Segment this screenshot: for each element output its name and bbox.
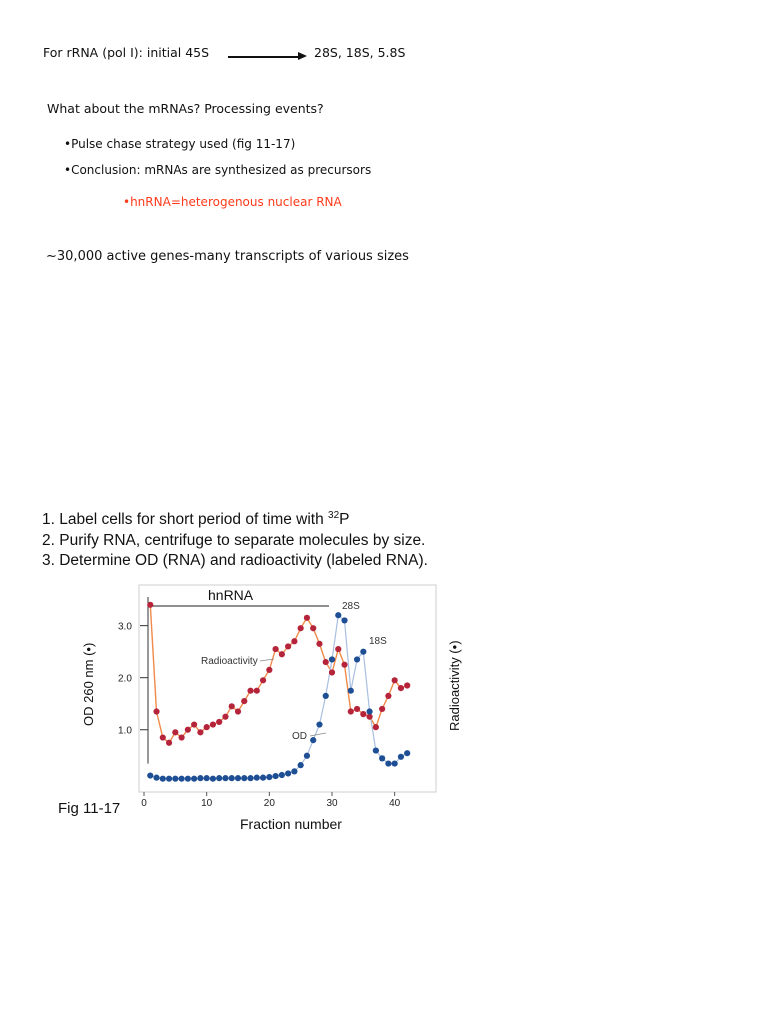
radioactivity-point xyxy=(329,669,335,675)
step-2: 2. Purify RNA, centrifuge to separate molecules by size. xyxy=(42,531,426,549)
y-tick-label: 2.0 xyxy=(118,673,132,685)
radioactivity-point xyxy=(392,677,398,683)
y-axis-left-label: OD 260 nm (•) xyxy=(81,642,96,726)
od-point xyxy=(348,688,354,694)
od-point xyxy=(298,762,304,768)
od-point xyxy=(392,760,398,766)
radioactivity-point xyxy=(379,706,385,712)
radioactivity-point xyxy=(185,727,191,733)
radioactivity-point xyxy=(247,688,253,694)
x-tick-label: 20 xyxy=(263,798,275,809)
od-point xyxy=(379,755,385,761)
x-axis-label: Fraction number xyxy=(240,816,342,832)
od-point xyxy=(204,775,210,781)
od-point xyxy=(341,617,347,623)
od-point xyxy=(373,747,379,753)
mrna-question: What about the mRNAs? Processing events? xyxy=(47,101,324,116)
radioactivity-point xyxy=(254,688,260,694)
od-point xyxy=(197,775,203,781)
radioactivity-point xyxy=(273,646,279,652)
radioactivity-point xyxy=(354,706,360,712)
od-point xyxy=(291,768,297,774)
radioactivity-point xyxy=(285,643,291,649)
od-point xyxy=(385,760,391,766)
radioactivity-point xyxy=(216,719,222,725)
radioactivity-point xyxy=(385,693,391,699)
bullet-pulse-chase: •Pulse chase strategy used (fig 11-17) xyxy=(64,137,296,151)
radioactivity-point xyxy=(279,651,285,657)
od-point xyxy=(316,721,322,727)
radioactivity-point xyxy=(310,625,316,631)
radioactivity-point xyxy=(241,698,247,704)
radioactivity-point xyxy=(153,708,159,714)
active-genes-note: ~30,000 active genes-many transcripts of various sizes xyxy=(46,249,409,264)
radioactivity-point xyxy=(160,734,166,740)
radioactivity-line xyxy=(150,605,407,743)
radioactivity-point xyxy=(235,708,241,714)
radioactivity-point xyxy=(348,708,354,714)
tick-labels xyxy=(118,622,401,809)
od-point xyxy=(254,775,260,781)
radioactivity-point xyxy=(147,602,153,608)
x-tick-label: 40 xyxy=(389,798,401,809)
radioactivity-point xyxy=(266,667,272,673)
radioactivity-point xyxy=(341,662,347,668)
radioactivity-point xyxy=(323,659,329,665)
od-point xyxy=(266,774,272,780)
radioactivity-point xyxy=(166,740,172,746)
od-point xyxy=(310,737,316,743)
radioactivity-point xyxy=(222,714,228,720)
od-point xyxy=(323,693,329,699)
radioactivity-point xyxy=(360,711,366,717)
x-tick-label: 0 xyxy=(141,798,147,809)
od-point xyxy=(404,750,410,756)
od-point xyxy=(191,776,197,782)
radioactivity-point xyxy=(298,625,304,631)
od-point xyxy=(260,775,266,781)
y-axis-right-label: Radioactivity (•) xyxy=(447,640,462,731)
od-point xyxy=(335,612,341,618)
rrna-precursor-text: For rRNA (pol I): initial 45S xyxy=(43,45,210,60)
step-1-text: 1. Label cells for short period of time with xyxy=(42,511,329,528)
bullet-conclusion: •Conclusion: mRNAs are synthesized as precursors xyxy=(64,163,372,177)
radioactivity-point xyxy=(260,677,266,683)
od-series-label: OD xyxy=(292,731,307,742)
radioactivity-point xyxy=(179,734,185,740)
radioactivity-point xyxy=(172,729,178,735)
label-28s: 28S xyxy=(342,601,360,612)
od-point xyxy=(354,656,360,662)
step-1-suffix: P xyxy=(339,511,350,528)
od-point xyxy=(285,770,291,776)
od-point xyxy=(160,776,166,782)
radioactivity-point xyxy=(229,703,235,709)
radioactivity-point xyxy=(210,721,216,727)
od-point xyxy=(185,776,191,782)
od-point xyxy=(273,773,279,779)
od-point xyxy=(172,776,178,782)
od-point xyxy=(147,772,153,778)
radioactivity-point xyxy=(291,638,297,644)
od-point xyxy=(216,775,222,781)
radioactivity-point xyxy=(204,724,210,730)
step-3: 3. Determine OD (RNA) and radioactivity (labeled RNA). xyxy=(42,552,428,569)
step-1-superscript: 32 xyxy=(328,510,340,521)
radioactivity-point xyxy=(335,646,341,652)
od-leader-line xyxy=(310,733,326,736)
od-point xyxy=(304,753,310,759)
figure-label: Fig 11-17 xyxy=(58,800,121,817)
radioactivity-points xyxy=(147,602,410,746)
od-point xyxy=(329,656,335,662)
od-point xyxy=(229,775,235,781)
od-point xyxy=(360,649,366,655)
radioactivity-polyline xyxy=(150,605,407,743)
od-point xyxy=(241,775,247,781)
od-point xyxy=(179,776,185,782)
radioactivity-point xyxy=(316,641,322,647)
label-18s: 18S xyxy=(369,636,387,647)
od-point xyxy=(247,775,253,781)
bullet-hnrna-definition: •hnRNA=heterogenous nuclear RNA xyxy=(123,195,342,209)
od-point xyxy=(367,708,373,714)
radioactivity-point xyxy=(373,724,379,730)
od-point xyxy=(235,775,241,781)
x-tick-label: 10 xyxy=(201,798,213,809)
radioactivity-point xyxy=(404,682,410,688)
y-tick-label: 3.0 xyxy=(118,621,132,633)
x-tick-label: 30 xyxy=(326,798,338,809)
radioactivity-point xyxy=(304,615,310,621)
radioactivity-point xyxy=(398,685,404,691)
od-point xyxy=(222,775,228,781)
hnrna-label: hnRNA xyxy=(208,587,254,603)
radioactivity-series-label: Radioactivity xyxy=(201,656,258,667)
radioactivity-point xyxy=(191,721,197,727)
od-point xyxy=(153,775,159,781)
od-point xyxy=(279,772,285,778)
od-point xyxy=(210,776,216,782)
rrna-products-text: 28S, 18S, 5.8S xyxy=(314,45,406,60)
od-point xyxy=(398,754,404,760)
radioactivity-point xyxy=(197,729,203,735)
od-point xyxy=(166,776,172,782)
y-tick-label: 1.0 xyxy=(118,725,132,737)
